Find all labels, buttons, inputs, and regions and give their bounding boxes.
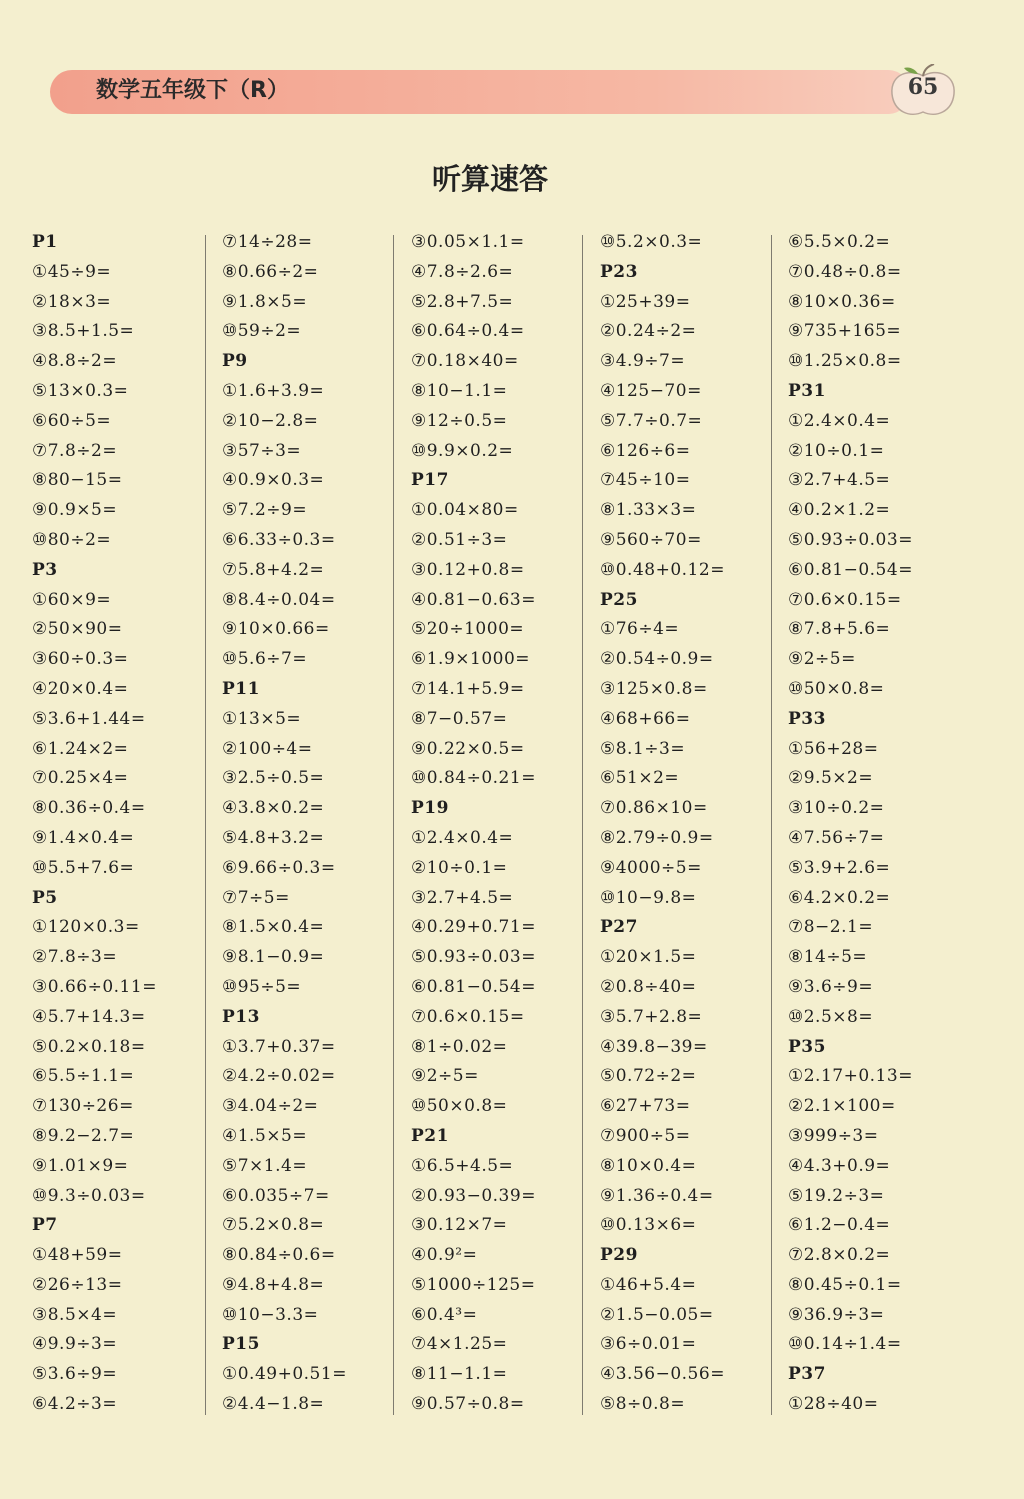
- exercise-item: ⑩0.48+0.12=: [600, 559, 725, 580]
- exercise-item: ⑧9.2−2.7=: [32, 1125, 135, 1146]
- exercise-item: ⑨4.8+4.8=: [222, 1274, 325, 1295]
- exercise-item: ⑩5.5+7.6=: [32, 857, 135, 878]
- exercise-item: ④0.9²=: [411, 1245, 478, 1266]
- exercise-item: ④8.8÷2=: [32, 351, 118, 372]
- page-ref-heading: P37: [788, 1364, 826, 1385]
- page-ref-heading: P5: [32, 887, 58, 908]
- exercise-item: ⑤4.8+3.2=: [222, 827, 325, 848]
- exercise-item: ②10÷0.1=: [788, 440, 885, 461]
- exercise-item: ⑩5.2×0.3=: [600, 232, 703, 252]
- exercise-item: ⑨4000÷5=: [600, 857, 702, 878]
- exercise-item: ⑧8.4÷0.04=: [222, 589, 336, 610]
- exercise-item: ③0.12+0.8=: [411, 559, 525, 580]
- exercise-item: ⑩0.13×6=: [600, 1215, 697, 1236]
- exercise-item: ③0.66÷0.11=: [32, 976, 157, 997]
- exercise-item: ①1.6+3.9=: [222, 380, 325, 401]
- exercise-item: ⑦0.25×4=: [32, 768, 129, 789]
- exercise-item: ⑥6.33÷0.3=: [222, 529, 336, 550]
- exercise-item: ⑤7.2÷9=: [222, 500, 308, 521]
- exercise-item: ⑩9.9×0.2=: [411, 440, 514, 461]
- exercise-item: ④0.2×1.2=: [788, 500, 891, 521]
- exercise-item: ③2.7+4.5=: [788, 470, 891, 491]
- exercise-item: ⑩0.14÷1.4=: [788, 1334, 902, 1355]
- exercise-item: ⑤3.6+1.44=: [32, 708, 146, 729]
- column-divider: [582, 235, 583, 1415]
- page-ref-heading: P31: [788, 380, 826, 401]
- exercise-column-1: [32, 228, 218, 1418]
- exercise-item: ③57÷3=: [222, 440, 302, 461]
- exercise-item: ④20×0.4=: [32, 678, 129, 699]
- exercise-item: ⑧80−15=: [32, 470, 123, 491]
- exercise-item: ⑤20÷1000=: [411, 619, 525, 640]
- exercise-item: ①2.4×0.4=: [788, 410, 891, 431]
- exercise-item: ⑧2.79÷0.9=: [600, 827, 714, 848]
- exercise-item: ⑧1.5×0.4=: [222, 917, 325, 938]
- exercise-item: ①2.17+0.13=: [788, 1066, 913, 1087]
- exercise-item: ⑦0.86×10=: [600, 798, 708, 819]
- exercise-item: ⑩5.6÷7=: [222, 649, 308, 670]
- exercise-item: ④7.56÷7=: [788, 827, 885, 848]
- exercise-item: ④0.81−0.63=: [411, 589, 536, 610]
- page-ref-heading: P21: [411, 1125, 449, 1146]
- exercise-item: ①120×0.3=: [32, 917, 140, 938]
- exercise-item: ⑥27+73=: [600, 1096, 691, 1117]
- page-ref-heading: P9: [222, 351, 248, 372]
- exercise-item: ⑥1.2−0.4=: [788, 1215, 891, 1236]
- exercise-item: ⑤8.1÷3=: [600, 738, 686, 759]
- exercise-item: ⑨2÷5=: [411, 1066, 479, 1087]
- exercise-item: ⑩59÷2=: [222, 321, 302, 342]
- exercise-item: ④1.5×5=: [222, 1125, 308, 1146]
- exercise-item: ⑤0.2×0.18=: [32, 1036, 146, 1057]
- exercise-item: ⑦0.6×0.15=: [788, 589, 902, 610]
- exercise-item: ⑦0.48÷0.8=: [788, 261, 902, 282]
- exercise-item: ②0.93−0.39=: [411, 1185, 536, 1206]
- exercise-item: ⑨1.8×5=: [222, 291, 308, 312]
- exercise-item: ②0.54÷0.9=: [600, 649, 714, 670]
- exercise-item: ⑦45÷10=: [600, 470, 691, 491]
- exercise-column-4: [600, 228, 786, 1418]
- exercise-item: ⑤0.93÷0.03=: [788, 529, 913, 550]
- column-divider: [393, 235, 394, 1415]
- exercise-item: ③8.5+1.5=: [32, 321, 135, 342]
- exercise-item: ③2.5÷0.5=: [222, 768, 325, 789]
- exercise-item: ②7.8÷3=: [32, 947, 118, 968]
- exercise-item: ④125−70=: [600, 380, 702, 401]
- exercise-item: ⑤2.8+7.5=: [411, 291, 514, 312]
- exercise-item: ①3.7+0.37=: [222, 1036, 336, 1057]
- exercise-item: ①20×1.5=: [600, 947, 697, 968]
- exercise-item: ⑩1.25×0.8=: [788, 351, 902, 372]
- page-ref-heading: P23: [600, 261, 638, 282]
- exercise-item: ⑧1÷0.02=: [411, 1036, 508, 1057]
- exercise-item: ③0.05×1.1=: [411, 232, 525, 252]
- section-title: 听算速答: [431, 162, 548, 196]
- exercise-item: ②0.8÷40=: [600, 976, 697, 997]
- exercise-column-5: [788, 228, 974, 1418]
- exercise-item: ①56+28=: [788, 738, 879, 759]
- column-divider: [771, 235, 772, 1415]
- exercise-item: ⑧0.45÷0.1=: [788, 1274, 902, 1295]
- exercise-item: ④39.8−39=: [600, 1036, 708, 1057]
- exercise-item: ⑦4×1.25=: [411, 1334, 508, 1355]
- exercise-item: ④9.9÷3=: [32, 1334, 118, 1355]
- exercise-item: ②2.1×100=: [788, 1096, 896, 1117]
- exercise-item: ⑤7×1.4=: [222, 1155, 308, 1176]
- exercise-item: ⑦5.8+4.2=: [222, 559, 325, 580]
- exercise-item: ④7.8÷2.6=: [411, 261, 514, 282]
- exercise-item: ②9.5×2=: [788, 768, 874, 789]
- page-ref-heading: P11: [222, 678, 260, 699]
- exercise-item: ①45÷9=: [32, 261, 112, 282]
- exercise-item: ⑦130÷26=: [32, 1096, 134, 1117]
- exercise-item: ③5.7+2.8=: [600, 1006, 703, 1027]
- exercise-item: ⑨10×0.66=: [222, 619, 330, 640]
- page-ref-heading: P33: [788, 708, 826, 729]
- page-ref-heading: P3: [32, 559, 58, 580]
- exercise-item: ⑦8−2.1=: [788, 917, 874, 938]
- exercise-item: ⑥1.24×2=: [32, 738, 129, 759]
- exercise-item: ⑤13×0.3=: [32, 380, 129, 401]
- exercise-item: ②26÷13=: [32, 1274, 123, 1295]
- exercise-item: ⑧7−0.57=: [411, 708, 508, 729]
- exercise-item: ④0.9×0.3=: [222, 470, 325, 491]
- page-badge: [880, 64, 966, 120]
- page-ref-heading: P25: [600, 589, 638, 610]
- exercise-item: ⑤1000÷125=: [411, 1274, 536, 1295]
- exercise-item: ⑨560÷70=: [600, 529, 702, 550]
- page-number: 65: [907, 74, 939, 100]
- page-ref-heading: P35: [788, 1036, 826, 1057]
- exercise-item: ⑦900÷5=: [600, 1125, 691, 1146]
- exercise-item: ⑧10−1.1=: [411, 380, 508, 401]
- exercise-item: ③2.7+4.5=: [411, 887, 514, 908]
- exercise-item: ⑨1.4×0.4=: [32, 827, 135, 848]
- page-ref-heading: P1: [32, 232, 58, 252]
- exercise-item: ③8.5×4=: [32, 1304, 118, 1325]
- exercise-item: ⑦5.2×0.8=: [222, 1215, 325, 1236]
- exercise-item: ①13×5=: [222, 708, 302, 729]
- exercise-item: ⑤3.6÷9=: [32, 1364, 118, 1385]
- exercise-item: ②100÷4=: [222, 738, 313, 759]
- exercise-item: ⑤0.72÷2=: [600, 1066, 697, 1087]
- exercise-item: ①48+59=: [32, 1245, 123, 1266]
- exercise-item: ⑩9.3÷0.03=: [32, 1185, 146, 1206]
- column-divider: [205, 235, 206, 1415]
- exercise-item: ⑩50×0.8=: [788, 678, 885, 699]
- exercise-item: ⑥0.81−0.54=: [411, 976, 536, 997]
- exercise-item: ①28÷40=: [788, 1394, 879, 1415]
- exercise-item: ⑩95÷5=: [222, 976, 302, 997]
- exercise-item: ⑨1.01×9=: [32, 1155, 129, 1176]
- exercise-item: ⑧0.66÷2=: [222, 261, 319, 282]
- exercise-item: ①0.04×80=: [411, 500, 519, 521]
- exercise-item: ⑨3.6÷9=: [788, 976, 874, 997]
- page-ref-heading: P7: [32, 1215, 58, 1236]
- exercise-item: ①0.49+0.51=: [222, 1364, 347, 1385]
- exercise-item: ①60×9=: [32, 589, 112, 610]
- exercise-item: ⑨8.1−0.9=: [222, 947, 325, 968]
- exercise-item: ②4.4−1.8=: [222, 1394, 325, 1415]
- exercise-item: ③0.12×7=: [411, 1215, 508, 1236]
- exercise-item: ③4.9÷7=: [600, 351, 686, 372]
- page-ref-heading: P15: [222, 1334, 260, 1355]
- page-ref-heading: P13: [222, 1006, 260, 1027]
- exercise-item: ⑩10−9.8=: [600, 887, 697, 908]
- exercise-item: ⑥5.5×0.2=: [788, 232, 891, 252]
- exercise-item: ⑥60÷5=: [32, 410, 112, 431]
- exercise-item: ⑦2.8×0.2=: [788, 1245, 891, 1266]
- exercise-item: ②0.51÷3=: [411, 529, 508, 550]
- exercise-item: ④3.8×0.2=: [222, 798, 325, 819]
- exercise-item: ②10÷0.1=: [411, 857, 508, 878]
- exercise-item: ⑧7.8+5.6=: [788, 619, 891, 640]
- exercise-item: ①2.4×0.4=: [411, 827, 514, 848]
- page-ref-heading: P19: [411, 798, 449, 819]
- exercise-item: ⑧0.84÷0.6=: [222, 1245, 336, 1266]
- exercise-column-3: [411, 228, 597, 1418]
- page-ref-heading: P27: [600, 917, 638, 938]
- exercise-item: ③999÷3=: [788, 1125, 879, 1146]
- exercise-item: ②50×90=: [32, 619, 123, 640]
- book-title: 数学五年级下（R）: [96, 78, 289, 103]
- exercise-item: ⑦0.6×0.15=: [411, 1006, 525, 1027]
- exercise-item: ⑤0.93÷0.03=: [411, 947, 536, 968]
- exercise-item: ⑥0.64÷0.4=: [411, 321, 525, 342]
- exercise-item: ⑥0.4³=: [411, 1304, 478, 1325]
- exercise-item: ⑧10×0.4=: [600, 1155, 697, 1176]
- exercise-item: ⑩80÷2=: [32, 529, 112, 550]
- exercise-item: ⑤8÷0.8=: [600, 1394, 686, 1415]
- exercise-item: ⑧10×0.36=: [788, 291, 896, 312]
- exercise-item: ②0.24÷2=: [600, 321, 697, 342]
- exercise-column-2: [222, 228, 408, 1418]
- exercise-item: ③4.04÷2=: [222, 1096, 319, 1117]
- exercise-item: ⑦14÷28=: [222, 232, 313, 252]
- exercise-item: ④5.7+14.3=: [32, 1006, 146, 1027]
- exercise-item: ⑧14÷5=: [788, 947, 868, 968]
- exercise-item: ②4.2÷0.02=: [222, 1066, 336, 1087]
- exercise-item: ⑨1.36÷0.4=: [600, 1185, 714, 1206]
- exercise-item: ⑥1.9×1000=: [411, 649, 531, 670]
- exercise-item: ⑩0.84÷0.21=: [411, 768, 536, 789]
- exercise-item: ④3.56−0.56=: [600, 1364, 725, 1385]
- page-ref-heading: P29: [600, 1245, 638, 1266]
- exercise-item: ⑧0.36÷0.4=: [32, 798, 146, 819]
- exercise-item: ⑦7.8÷2=: [32, 440, 118, 461]
- exercise-item: ⑦7÷5=: [222, 887, 290, 908]
- exercise-item: ⑥4.2×0.2=: [788, 887, 891, 908]
- exercise-item: ⑤19.2÷3=: [788, 1185, 885, 1206]
- exercise-item: ①6.5+4.5=: [411, 1155, 514, 1176]
- exercise-item: ⑥0.035÷7=: [222, 1185, 330, 1206]
- exercise-item: ②10−2.8=: [222, 410, 319, 431]
- exercise-item: ⑥4.2÷3=: [32, 1394, 118, 1415]
- exercise-item: ④0.29+0.71=: [411, 917, 536, 938]
- exercise-item: ⑧1.33×3=: [600, 500, 697, 521]
- exercise-item: ④68+66=: [600, 708, 691, 729]
- exercise-item: ⑨735+165=: [788, 321, 902, 342]
- exercise-item: ⑩2.5×8=: [788, 1006, 874, 1027]
- exercise-item: ⑥51×2=: [600, 768, 680, 789]
- exercise-item: ②18×3=: [32, 291, 112, 312]
- exercise-item: ③125×0.8=: [600, 678, 708, 699]
- exercise-item: ⑨0.22×0.5=: [411, 738, 525, 759]
- exercise-item: ⑨2÷5=: [788, 649, 856, 670]
- exercise-item: ②1.5−0.05=: [600, 1304, 714, 1325]
- exercise-item: ⑩50×0.8=: [411, 1096, 508, 1117]
- page-ref-heading: P17: [411, 470, 449, 491]
- exercise-item: ⑧11−1.1=: [411, 1364, 508, 1385]
- exercise-item: ⑥126÷6=: [600, 440, 691, 461]
- exercise-item: ⑤7.7÷0.7=: [600, 410, 703, 431]
- exercise-item: ①46+5.4=: [600, 1274, 697, 1295]
- exercise-item: ⑩10−3.3=: [222, 1304, 319, 1325]
- exercise-item: ⑨36.9÷3=: [788, 1304, 885, 1325]
- exercise-columns: [0, 228, 1024, 1428]
- exercise-item: ⑥5.5÷1.1=: [32, 1066, 135, 1087]
- exercise-item: ⑦14.1+5.9=: [411, 678, 525, 699]
- exercise-item: ①76÷4=: [600, 619, 680, 640]
- exercise-item: ⑨0.9×5=: [32, 500, 118, 521]
- exercise-item: ⑤3.9+2.6=: [788, 857, 891, 878]
- exercise-item: ⑦0.18×40=: [411, 351, 519, 372]
- exercise-item: ①25+39=: [600, 291, 691, 312]
- exercise-item: ⑥9.66÷0.3=: [222, 857, 336, 878]
- exercise-item: ③6÷0.01=: [600, 1334, 697, 1355]
- exercise-item: ⑨12÷0.5=: [411, 410, 508, 431]
- exercise-item: ③60÷0.3=: [32, 649, 129, 670]
- exercise-item: ④4.3+0.9=: [788, 1155, 891, 1176]
- exercise-item: ⑨0.57÷0.8=: [411, 1394, 525, 1415]
- exercise-item: ⑥0.81−0.54=: [788, 559, 913, 580]
- exercise-item: ③10÷0.2=: [788, 798, 885, 819]
